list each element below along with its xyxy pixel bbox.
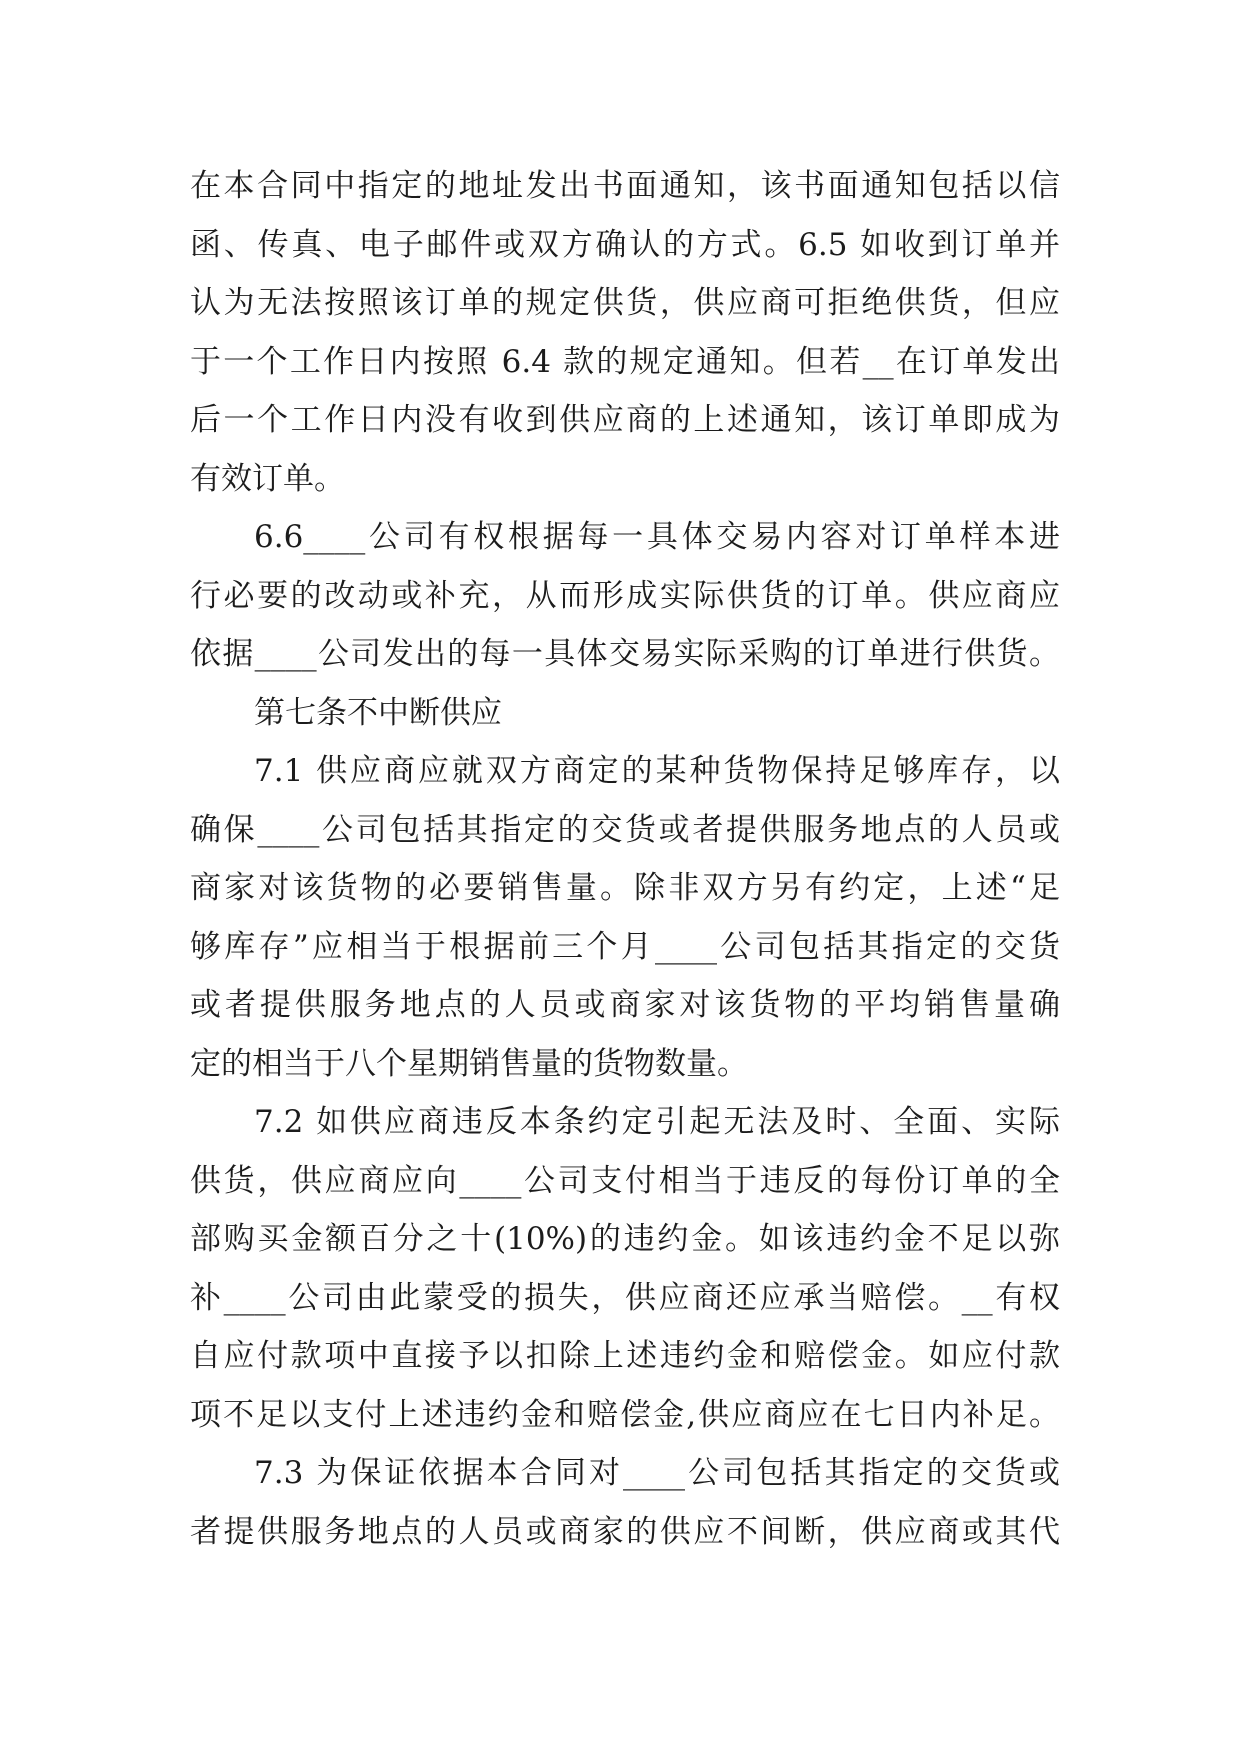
section-heading: 第七条不中断供应	[254, 694, 502, 731]
text-line: 补____公司由此蒙受的损失，供应商还应承当赔偿。__有权	[190, 1279, 1060, 1316]
text-line: 自应付款项中直接予以扣除上述违约金和赔偿金。如应付款	[190, 1338, 1060, 1374]
text-line: 7.1 供应商应就双方商定的某种货物保持足够库存，以	[254, 753, 1060, 789]
text-line: 函、传真、电子邮件或双方确认的方式。6.5 如收到订单并	[190, 226, 1060, 263]
text-line: 后一个工作日内没有收到供应商的上述通知，该订单即成为	[190, 402, 1060, 438]
text-line: 部购买金额百分之十(10%)的违约金。如该违约金不足以弥	[190, 1221, 1060, 1257]
text-line: 者提供服务地点的人员或商家的供应不间断，供应商或其代	[190, 1513, 1060, 1550]
text-line: 于一个工作日内按照 6.4 款的规定通知。但若__在订单发出	[190, 343, 1060, 380]
text-line: 依据____公司发出的每一具体交易实际采购的订单进行供货。	[190, 636, 1060, 672]
text-line: 行必要的改动或补充，从而形成实际供货的订单。供应商应	[190, 577, 1060, 614]
text-line: 定的相当于八个星期销售量的货物数量。	[190, 1045, 748, 1082]
text-line: 项不足以支付上述违约金和赔偿金,供应商应在七日内补足。	[190, 1396, 1060, 1433]
text-line: 在本合同中指定的地址发出书面通知，该书面通知包括以信	[190, 168, 1060, 204]
text-line: 够库存”应相当于根据前三个月____公司包括其指定的交货	[190, 928, 1060, 965]
text-line: 7.2 如供应商违反本条约定引起无法及时、全面、实际	[254, 1104, 1060, 1140]
text-line: 7.3 为保证依据本合同对____公司包括其指定的交货或	[254, 1455, 1060, 1491]
text-line: 供货，供应商应向____公司支付相当于违反的每份订单的全	[190, 1162, 1060, 1199]
text-line: 认为无法按照该订单的规定供货，供应商可拒绝供货，但应	[190, 285, 1060, 321]
document-body	[190, 157, 1060, 1561]
text-line: 确保____公司包括其指定的交货或者提供服务地点的人员或	[190, 811, 1060, 848]
text-line: 或者提供服务地点的人员或商家对该货物的平均销售量确	[190, 987, 1060, 1023]
text-line: 有效订单。	[190, 460, 345, 497]
text-line: 6.6____公司有权根据每一具体交易内容对订单样本进	[254, 519, 1060, 555]
text-line: 商家对该货物的必要销售量。除非双方另有约定，上述“足	[190, 870, 1060, 906]
